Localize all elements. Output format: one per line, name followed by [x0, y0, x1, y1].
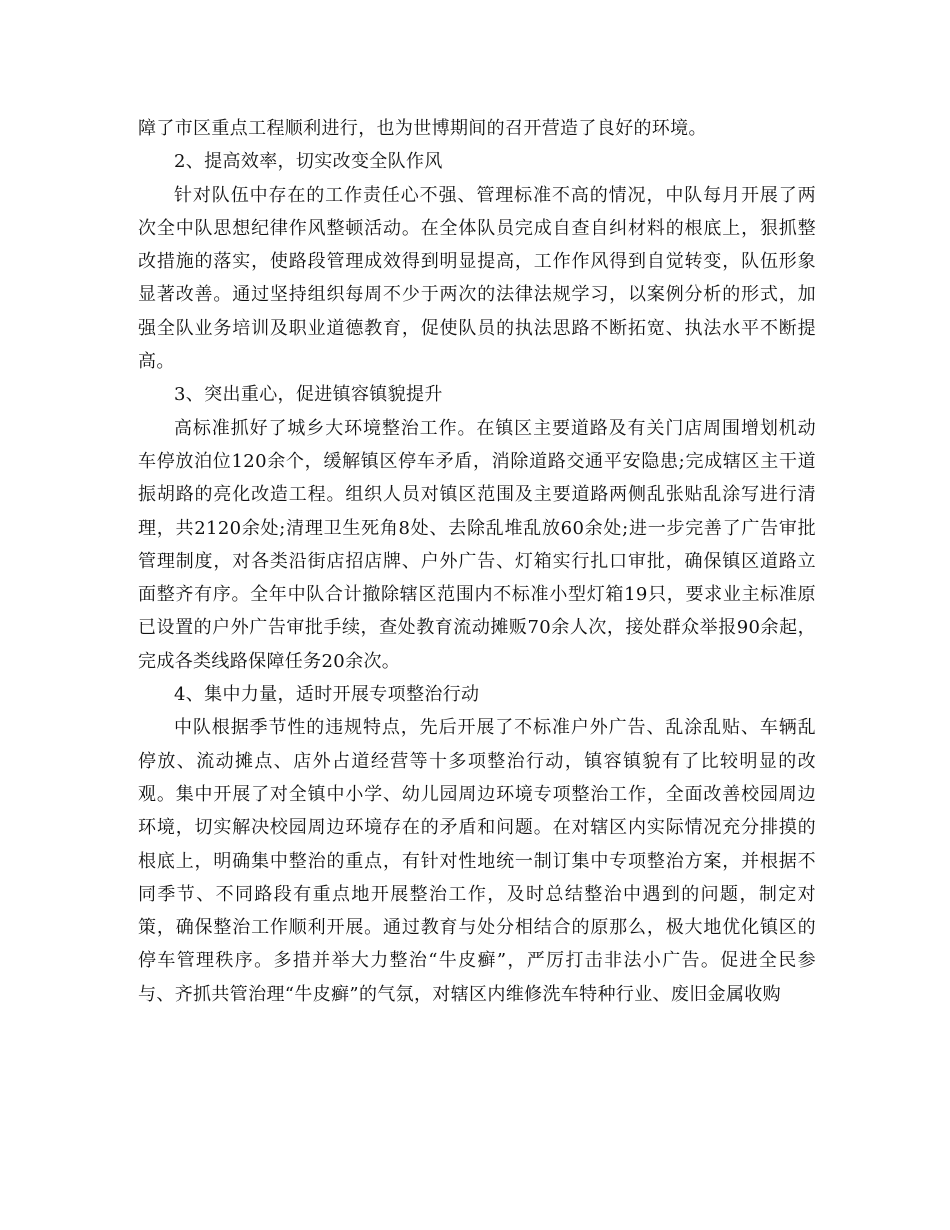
section-heading-3: 3、突出重心，促进镇容镇貌提升 — [174, 384, 443, 406]
document-body — [138, 112, 816, 1011]
paragraph-team-style: 针对队伍中存在的工作责任心不强、管理标准不高的情况，中队每月开展了两次全中队思想纪律作风整顿活动。在全体队员完成自查自纠材料的根底上，狠抓整改措施的落实，使路段管理成效得到明显提高，工作作风得到自觉转变，队伍形象显著改善。通过坚持组织每周不少于两次的法律法规学习，以案例分析的形式，加强全队业务培训及职业道德教育，促使队员的执法思路不断拓宽、执法水平不断提高。 — [138, 184, 816, 373]
section-heading-4: 4、集中力量，适时开展专项整治行动 — [174, 684, 480, 706]
section-heading-2: 2、提高效率，切实改变全队作风 — [174, 151, 443, 173]
paragraph-continuation: 障了市区重点工程顺利进行，也为世博期间的召开营造了良好的环境。 — [138, 118, 707, 139]
paragraph-town-appearance: 高标准抓好了城乡大环境整治工作。在镇区主要道路及有关门店周围增划机动车停放泊位120余个，缓解镇区停车矛盾，消除道路交通平安隐患;完成辖区主干道振胡路的亮化改造工程。组织人员对镇区范围及主要道路两侧乱张贴乱涂写进行清理，共2120余处;清理卫生死角8处、去除乱堆乱放60余处;进一步完善了广告审批管理制度，对各类沿街店招店牌、户外广告、灯箱实行扎口审批，确保镇区道路立面整齐有序。全年中队合计撤除辖区范围内不标准小型灯箱19只，要求业主标准原已设置的户外广告审批手续，查处教育流动摊贩70余人次，接处群众举报90余起，完成各类线路保障任务20余次。 — [138, 417, 816, 672]
paragraph-special-rectification: 中队根据季节性的违规特点，先后开展了不标准户外广告、乱涂乱贴、车辆乱停放、流动摊点、店外占道经营等十多项整治行动，镇容镇貌有了比较明显的改观。集中开展了对全镇中小学、幼儿园周边环境专项整治工作，全面改善校园周边环境，切实解决校园周边环境存在的矛盾和问题。在对辖区内实际情况充分排摸的根底上，明确集中整治的重点，有针对性地统一制订集中专项整治方案，并根据不同季节、不同路段有重点地开展整治工作，及时总结整治中遇到的问题，制定对策，确保整治工作顺利开展。通过教育与处分相结合的原那么，极大地优化镇区的停车管理秩序。多措并举大力整治“牛皮癣”，严厉打击非法小广告。促进全民参与、齐抓共管治理“牛皮癣”的气氛，对辖区内维修洗车特种行业、废旧金属收购 — [138, 717, 816, 1005]
